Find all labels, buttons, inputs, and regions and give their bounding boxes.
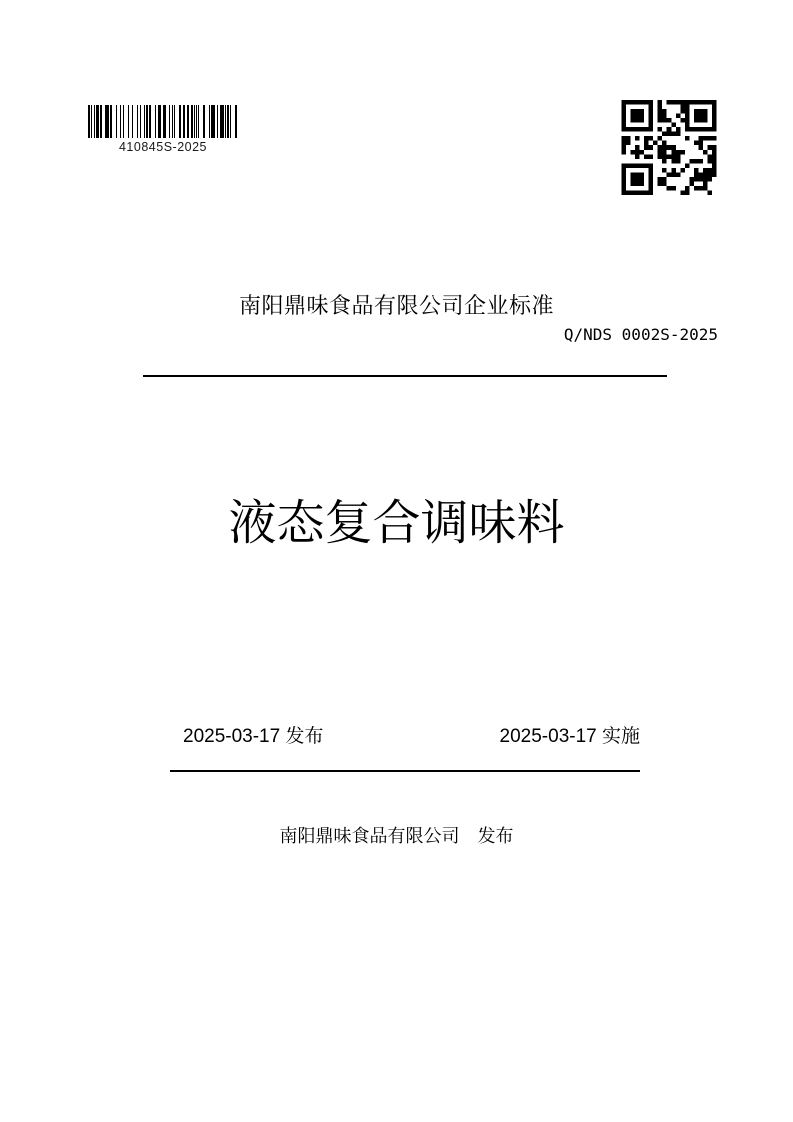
divider-top xyxy=(143,375,667,377)
qr-code-graphic xyxy=(620,100,718,195)
barcode-number: 410845S-2025 xyxy=(118,140,208,154)
barcode-graphic xyxy=(88,105,238,138)
implementation-date: 2025-03-17 实施 xyxy=(499,726,640,747)
company-standard-heading: 南阳鼎味食品有限公司企业标准 xyxy=(238,293,554,318)
barcode xyxy=(88,105,238,154)
divider-bottom xyxy=(170,770,640,772)
publisher-line: 南阳鼎味食品有限公司 发布 xyxy=(279,826,514,846)
issue-date: 2025-03-17 发布 xyxy=(183,726,324,747)
document-title: 液态复合调味料 xyxy=(228,497,565,550)
qr-code xyxy=(620,100,718,195)
standard-number: Q/NDS 0002S-2025 xyxy=(563,325,718,344)
